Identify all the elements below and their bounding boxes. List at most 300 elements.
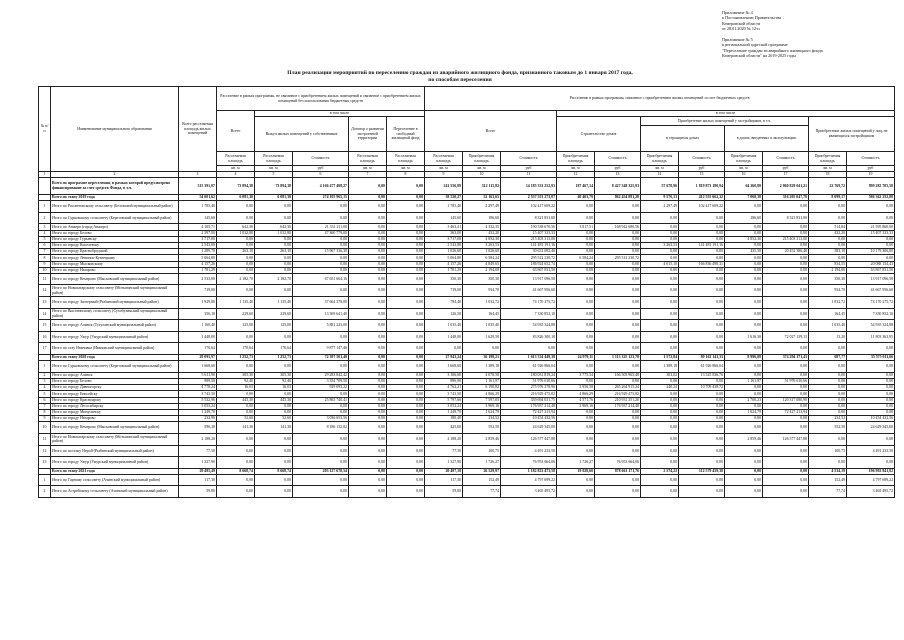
table-cell: 0,00	[809, 343, 847, 355]
table-cell: 2 297,49	[463, 201, 501, 213]
table-cell: 126 577 447,88	[763, 433, 809, 445]
table-cell: 3 775,34	[557, 372, 595, 378]
table-cell: 1 668,60	[425, 361, 463, 373]
table-cell: 0,00	[847, 372, 895, 378]
table-cell: 4 491 233,50	[847, 445, 895, 457]
table-cell: 170,64	[255, 343, 293, 355]
table-cell: 0,00	[595, 343, 641, 355]
hdr-sub-cost: Стоимость	[595, 152, 641, 166]
hdr-b-acq-done: в домах, введенных в эксплуатацию	[736, 136, 797, 141]
table-cell: 0,00	[293, 361, 349, 373]
table-cell: 0,00	[641, 397, 679, 403]
table-cell: 0,00	[557, 422, 595, 434]
table-cell: 0,00	[557, 343, 595, 355]
table-cell: 514,84	[809, 224, 847, 230]
table-cell: 4 852,30	[725, 236, 763, 242]
hdr-sub-cost: Стоимость	[679, 152, 725, 166]
table-cell: 77,50	[425, 445, 463, 457]
table-row	[39, 201, 895, 213]
table-cell: 0,00	[641, 416, 679, 422]
table-cell: 0,00	[349, 308, 387, 320]
table-cell: 0,00	[679, 391, 725, 397]
table-row	[39, 361, 895, 373]
hdr-sub-acq-area: Приобретаемая площадь	[809, 152, 847, 166]
table-cell: 0,00	[349, 236, 387, 242]
table-cell: 203 127 678,54	[293, 468, 349, 474]
table-cell: 0,00	[293, 391, 349, 397]
table-cell: 0,00	[725, 468, 763, 474]
table-cell: 0,00	[763, 385, 809, 391]
table-cell: 5 611,90	[179, 372, 217, 378]
table-cell: 432,20	[463, 230, 501, 236]
table-cell: 15 407 333,33	[501, 230, 557, 236]
table-cell: 92,40	[255, 379, 293, 385]
table-cell: 0,00	[725, 372, 763, 378]
table-cell: 0,00	[217, 457, 255, 469]
table-cell: 0,00	[763, 230, 809, 236]
hdr-sub-area: Расселяемая площадь	[255, 152, 293, 166]
table-cell: 54 935 324,88	[847, 320, 895, 332]
table-cell: 74 170 275,72	[847, 297, 895, 309]
table-cell: 0,00	[809, 201, 847, 213]
table-cell: 0,00	[595, 236, 641, 242]
table-cell: 0,00	[387, 249, 425, 255]
municipality-name: Итого по городу Назарово	[51, 416, 179, 422]
table-cell: 0,00	[217, 474, 255, 486]
municipality-name: Итого по городу Кемерово (Мысковский муниципальный район)	[51, 422, 179, 434]
table-cell: 1 135,40	[217, 297, 255, 309]
table-cell: 596,30	[179, 422, 217, 434]
column-number: 2	[51, 172, 179, 178]
table-cell: 63 867 831,50	[847, 267, 895, 273]
hdr-group-a: Расселение в рамках программы, не связанное с приобретением жилых помещений и связанное с приобретением жилых помещений без использования бюджетных средств	[217, 87, 425, 111]
table-cell: 0,00	[679, 486, 725, 498]
table-cell: 0,00	[293, 242, 349, 248]
table-cell: 0,00	[349, 397, 387, 403]
table-cell: 74 170 275,72	[501, 297, 557, 309]
row-number: 3	[39, 379, 51, 385]
table-cell: 0,00	[217, 212, 255, 224]
table-cell: 263,10	[255, 249, 293, 255]
municipality-name: Итого по городу Ачинск (Тугуланский муниципальный район)	[51, 320, 179, 332]
hdr-sub-cost: Стоимость	[847, 152, 895, 166]
table-cell: 0,00	[217, 409, 255, 415]
table-cell: 232,90	[179, 416, 217, 422]
table-cell: 0,00	[349, 355, 387, 361]
table-cell: 186 924 652,74	[501, 261, 557, 267]
table-cell: 72 427 213,94	[501, 409, 557, 415]
hdr-unit: кв. м	[387, 166, 425, 172]
hdr-unit: кв. м	[425, 166, 463, 172]
table-cell: 152,49	[463, 474, 501, 486]
table-cell: 0,00	[387, 343, 425, 355]
table-cell: 0,00	[349, 242, 387, 248]
table-cell: 4 866,29	[463, 391, 501, 397]
table-cell: 0,00	[595, 261, 641, 267]
table-cell: 4 866,29	[557, 391, 595, 397]
table-cell: 0,00	[595, 308, 641, 320]
table-cell: 14 185 333 252,93	[501, 178, 557, 195]
table-cell: 5 532,96	[179, 397, 217, 403]
table-row	[39, 212, 895, 224]
row-number: 7	[39, 403, 51, 409]
table-cell: 0,00	[725, 308, 763, 320]
table-cell: 3 969,16	[463, 403, 501, 409]
table-cell: 0,00	[217, 403, 255, 409]
table-cell: 0,00	[847, 212, 895, 224]
table-cell: 2 194,00	[809, 267, 847, 273]
table-cell: 13 525 836,76	[679, 372, 725, 378]
table-cell: 0,00	[763, 445, 809, 457]
municipality-name: Итого по городу Минусинску	[51, 409, 179, 415]
table-cell: 0,00	[595, 285, 641, 297]
row-number: 1	[39, 474, 51, 486]
table-cell: 878 661 171,76	[595, 468, 641, 474]
table-cell: 0,00	[255, 242, 293, 248]
row-number: 6	[39, 242, 51, 248]
hdr-b-acq-build: в строящихся домах	[641, 126, 725, 151]
table-cell: 552,50	[463, 422, 501, 434]
table-cell: 0,00	[763, 468, 809, 474]
table-cell: 0,00	[763, 343, 809, 355]
table-cell: 0,00	[725, 403, 763, 409]
table-cell: 0,00	[595, 379, 641, 385]
row-number: 4	[39, 230, 51, 236]
table-cell: 295 512 230,72	[595, 255, 641, 261]
table-cell: 4 015,10	[641, 261, 679, 267]
table-cell: 0,00	[641, 422, 679, 434]
hdr-unit: руб	[679, 166, 725, 172]
table-cell: 52,60	[255, 416, 293, 422]
table-cell: 0,00	[293, 285, 349, 297]
approval-note-line: Приложение № 5	[722, 37, 753, 43]
table-cell: 61 926 866,04	[679, 361, 725, 373]
table-cell: 794,40	[425, 297, 463, 309]
table-cell: 0,00	[641, 433, 679, 445]
table-cell: 1 572,84	[641, 355, 679, 361]
table-body	[39, 178, 895, 498]
municipality-name: Итого по селу Ивановка (Ивановский муниципальный район)	[51, 343, 179, 355]
hdr-a-incl: в том числе	[255, 111, 425, 117]
table-cell: 15 407 333,33	[847, 230, 895, 236]
table-cell: 13,20	[809, 331, 847, 343]
table-cell: 0,00	[293, 457, 349, 469]
table-cell: 4 852,30	[463, 236, 501, 242]
table-cell: 0,00	[809, 409, 847, 415]
table-cell: 51 976 610,66	[763, 379, 809, 385]
table-cell: 0,00	[595, 474, 641, 486]
hdr-group-b: Расселение в рамках программы, связанное с приобретением жилых помещений за счет бюджетных средств	[425, 87, 895, 111]
table-cell: 0,00	[641, 409, 679, 415]
hdr-a-contract: Договор о развитии застроенной территории	[349, 117, 387, 152]
row-number: 8	[39, 409, 51, 415]
table-cell: 187 467,14	[557, 178, 595, 195]
table-cell: 26 529,97	[463, 468, 501, 474]
table-cell: 1 289,70	[179, 249, 217, 255]
municipality-name: Итого по городу Кемерово (Мысковский муниципальный район)	[51, 273, 179, 285]
table-cell: 0,00	[679, 416, 725, 422]
table-cell: 234,52	[809, 416, 847, 422]
table-row	[39, 273, 895, 285]
table-cell: 2 537 553 273,87	[501, 195, 557, 201]
table-cell: 54 935 324,88	[501, 320, 557, 332]
table-cell: 216 929 475,82	[595, 391, 641, 397]
table-cell: 0,00	[293, 201, 349, 213]
table-cell: 13 369 641,40	[293, 308, 349, 320]
table-cell: 0,00	[641, 474, 679, 486]
table-cell: 0,00	[725, 361, 763, 373]
table-cell: 0,00	[557, 267, 595, 273]
table-cell: 164,45	[809, 308, 847, 320]
table-row	[39, 297, 895, 309]
table-cell: 0,00	[641, 285, 679, 297]
table-total-row	[39, 178, 895, 195]
table-cell: 2 543,80	[425, 242, 463, 248]
table-cell: 0,00	[641, 391, 679, 397]
table-cell: 141,30	[217, 422, 255, 434]
table-cell: 0,00	[679, 249, 725, 255]
table-cell: 0,00	[349, 249, 387, 255]
table-cell: 0,00	[595, 416, 641, 422]
table-cell: 642,30	[255, 224, 293, 230]
municipality-name: Всего по этапу 2020 года	[51, 355, 179, 361]
table-cell: 27 843,24	[425, 355, 463, 361]
column-number: 5	[255, 172, 293, 178]
table-cell: 2 194,00	[463, 267, 501, 273]
table-cell: 3 263,53	[641, 242, 679, 248]
table-cell: 0,00	[725, 457, 763, 469]
table-cell: 0,00	[847, 391, 895, 397]
table-cell: 0,00	[641, 457, 679, 469]
table-cell: 1 613 334 449,38	[501, 355, 557, 361]
table-cell: 552,50	[809, 422, 847, 434]
table-cell: 0,00	[387, 224, 425, 230]
table-cell: 316 205 047,78	[763, 195, 809, 201]
municipality-name: Итого по Рассветовскому сельсовету (Беловский муниципальный район)	[51, 201, 179, 213]
table-cell: 1 135,40	[255, 297, 293, 309]
table-cell: 425,00	[425, 422, 463, 434]
table-cell: 1 624,79	[463, 409, 501, 415]
table-cell: 7 330 852,10	[847, 308, 895, 320]
table-cell: 166 505 965,48	[595, 372, 641, 378]
table-cell: 4 166 477 408,27	[293, 178, 349, 195]
table-cell: 0,00	[809, 372, 847, 378]
resettlement-table	[38, 86, 895, 498]
table-cell: 2 574,22	[641, 468, 679, 474]
table-cell: 1 629,50	[463, 331, 501, 343]
approval-note-line: к региональной адресной программе	[722, 42, 788, 48]
table-cell: 16,03	[217, 385, 255, 391]
table-cell: 350,30	[809, 273, 847, 285]
row-number: 10	[39, 422, 51, 434]
table-cell: 164,45	[463, 308, 501, 320]
table-cell: 435,50	[725, 249, 763, 255]
table-cell: 0,00	[425, 343, 463, 355]
table-cell: 0,00	[847, 397, 895, 403]
table-cell: 170,64	[217, 343, 255, 355]
table-cell: 0,00	[763, 255, 809, 261]
table-cell: 0,00	[847, 343, 895, 355]
table-cell: 3 969,16	[557, 403, 595, 409]
table-cell: 0,00	[255, 433, 293, 445]
table-cell: 0,00	[349, 224, 387, 230]
table-cell: 0,00	[293, 433, 349, 445]
table-cell: 215 403 313,00	[763, 236, 809, 242]
table-cell: 6 584,24	[557, 255, 595, 261]
table-cell: 234,52	[463, 416, 501, 422]
table-cell: 0,00	[763, 457, 809, 469]
table-cell: 145,60	[179, 212, 217, 224]
municipality-name: Итого по городу Назарово	[51, 267, 179, 273]
table-cell: 120 317 080,90	[763, 397, 809, 403]
table-cell: 0,00	[217, 242, 255, 248]
table-cell: 0,00	[387, 385, 425, 391]
table-cell: 0,00	[725, 255, 763, 261]
table-cell: 3 354 709,50	[293, 379, 349, 385]
table-cell: 4 078,58	[463, 372, 501, 378]
table-cell: 274 105 965,15	[293, 195, 349, 201]
hdr-sub-acq-area: Приобретаемая площадь	[463, 152, 501, 166]
table-cell: 0,00	[595, 409, 641, 415]
column-number: 16	[725, 172, 763, 178]
table-cell: 0,00	[679, 285, 725, 297]
table-cell: 0,00	[387, 297, 425, 309]
table-cell: 0,00	[679, 230, 725, 236]
table-cell: 0,00	[557, 212, 595, 224]
column-number: 4	[217, 172, 255, 178]
table-cell: 0,00	[725, 391, 763, 397]
table-cell: 2 859,46	[725, 433, 763, 445]
table-cell: 4 849,65	[463, 261, 501, 267]
table-cell: 0,00	[595, 297, 641, 309]
hdr-sub-area: Расселяемая площадь	[217, 152, 255, 166]
hdr-sub-cost: Стоимость	[501, 152, 557, 166]
table-cell: 80 162 141,33	[679, 355, 725, 361]
approval-note-line: Кемеровской области	[722, 20, 761, 26]
table-cell: 40 403,79	[557, 195, 595, 201]
table-cell: 3 106,60	[425, 372, 463, 378]
table-cell: 0,00	[387, 433, 425, 445]
table-cell: 52 163,65	[463, 195, 501, 201]
table-cell: 0,00	[387, 409, 425, 415]
table-cell: 0,00	[679, 433, 725, 445]
hdr-unit: кв. м	[349, 166, 387, 172]
table-cell: 0,00	[595, 273, 641, 285]
table-cell: 0,00	[595, 212, 641, 224]
table-cell: 47 360 779,00	[293, 230, 349, 236]
table-cell: 0,00	[349, 297, 387, 309]
table-cell: 0,00	[763, 403, 809, 409]
table-cell: 0,00	[809, 242, 847, 248]
table-cell: 6 190,82	[463, 385, 501, 391]
table-cell: 0,00	[725, 343, 763, 355]
table-cell: 0,00	[847, 201, 895, 213]
municipality-name: Всего по этапу 2021 года	[51, 468, 179, 474]
table-cell: 0,00	[217, 201, 255, 213]
table-cell: 2 182,70	[255, 273, 293, 285]
table-cell: 0,00	[679, 297, 725, 309]
column-number: 1	[39, 172, 51, 178]
table-cell: 3 053,24	[179, 403, 217, 409]
table-cell: 0,00	[387, 361, 425, 373]
table-cell: 0,00	[679, 255, 725, 261]
table-cell: 35 575 011,66	[847, 355, 895, 361]
table-cell: 0,00	[387, 379, 425, 385]
table-cell: 0,00	[293, 236, 349, 242]
table-cell: 0,00	[595, 201, 641, 213]
table-cell: 126 577 447,88	[501, 433, 557, 445]
table-cell: 0,00	[349, 195, 387, 201]
table-cell: 0,00	[641, 331, 679, 343]
table-cell: 0,00	[293, 267, 349, 273]
table-row	[39, 308, 895, 320]
table-cell: 1 249,70	[425, 409, 463, 415]
table-cell: 0,00	[763, 320, 809, 332]
table-cell: 1 785,40	[425, 201, 463, 213]
table-cell: 0,00	[349, 457, 387, 469]
table-cell: 1 781,29	[179, 267, 217, 273]
table-cell: 0,00	[679, 224, 725, 230]
table-cell: 0,00	[641, 486, 679, 498]
table-cell: 0,00	[387, 242, 425, 248]
table-cell: 2 397,00	[179, 230, 217, 236]
row-number: 6	[39, 397, 51, 403]
table-cell: 0,00	[293, 331, 349, 343]
table-cell: 2 188,20	[179, 433, 217, 445]
table-row	[39, 486, 895, 498]
municipality-name: Итого по поселку Нерой (Рыбинский муниципальный район)	[51, 445, 179, 457]
table-cell: 0,00	[387, 273, 425, 285]
table-cell: 0,00	[763, 224, 809, 230]
hdr-unit: кв. м	[641, 166, 679, 172]
column-number: 6	[293, 172, 349, 178]
hdr-a-buyout: Выкуп жилых помещений у собственников	[255, 117, 349, 152]
table-cell: 642,30	[217, 224, 255, 230]
table-cell: 934,70	[809, 285, 847, 297]
hdr-b-other: Приобретение жилых помещений у лиц, не являющихся застройщиком	[809, 117, 895, 152]
table-cell: 0,00	[679, 397, 725, 403]
table-cell: 77,74	[463, 486, 501, 498]
table-cell: 0,00	[641, 236, 679, 242]
table-cell: 196 992 841,82	[847, 468, 895, 474]
table-cell: 1 252,73	[217, 355, 255, 361]
table-cell: 7 597,05	[463, 397, 501, 403]
table-cell: 0,00	[847, 236, 895, 242]
row-number: 7	[39, 249, 51, 255]
table-cell: 0,00	[725, 285, 763, 297]
table-cell: 4 534,19	[809, 468, 847, 474]
table-cell: 687,77	[809, 355, 847, 361]
table-cell: 152,49	[809, 474, 847, 486]
table-cell: 241 556,89	[425, 178, 463, 195]
table-cell: 63 867 831,50	[501, 267, 557, 273]
table-cell: 15 967 336,30	[293, 249, 349, 255]
table-cell: 29 095,97	[179, 355, 217, 361]
table-cell: 0,00	[255, 331, 293, 343]
hdr-unit: кв. м	[463, 166, 501, 172]
approval-note-line: от 28.01.2020 № 12-п	[722, 26, 760, 32]
table-cell: 0,00	[217, 331, 255, 343]
column-number: 9	[425, 172, 463, 178]
table-cell: 100,75	[809, 445, 847, 457]
table-cell: 0,00	[349, 261, 387, 267]
table-cell: 0,00	[217, 486, 255, 498]
table-cell: 72 427 213,94	[763, 409, 809, 415]
table-cell: 445,30	[255, 397, 293, 403]
table-cell: 0,00	[725, 486, 763, 498]
hdr-unit: руб	[763, 166, 809, 172]
row-number: 2	[39, 372, 51, 378]
